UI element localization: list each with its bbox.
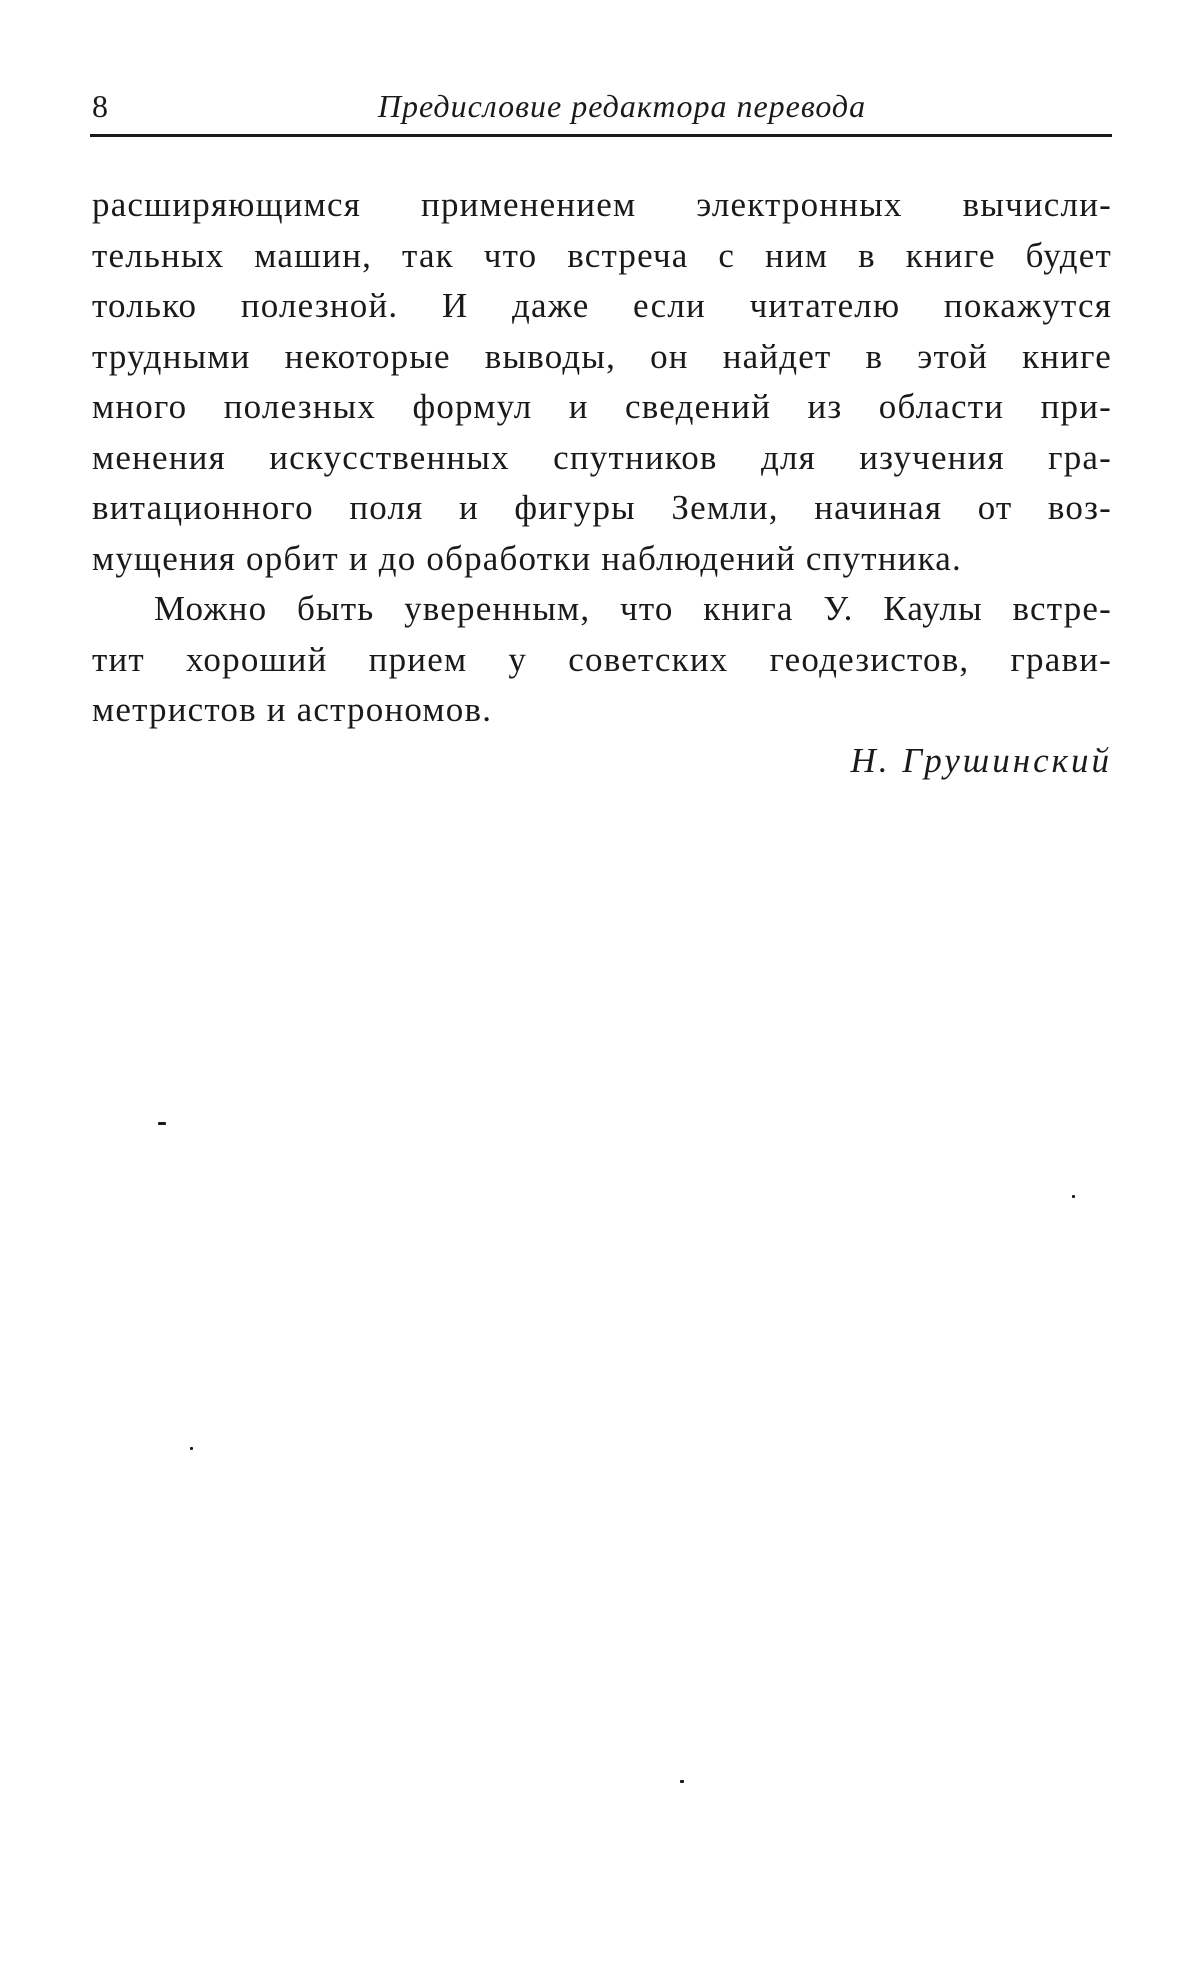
running-title: Предисловие редактора перевода: [377, 88, 867, 124]
page-number: 8: [92, 88, 108, 124]
text-line: Можно быть уверенным, что книга У. Каулы встре-: [154, 589, 1112, 628]
scan-speck: [1072, 1195, 1075, 1198]
scan-speck: [158, 1122, 166, 1125]
text-line: менения искусственных спутников для изучения гра-: [92, 437, 1112, 477]
text-line: расширяющимся применением электронных вычисли-: [92, 185, 1112, 224]
text-line: витационного поля и фигуры Земли, начиная от воз-: [92, 488, 1112, 527]
scan-speck: [680, 1780, 684, 1783]
text-line: тит хороший прием у советских геодезистов, грави-: [92, 639, 1112, 679]
text-line: трудными некоторые выводы, он найдет в этой книге: [92, 336, 1112, 376]
paragraph-2: [92, 584, 1112, 736]
running-head: [92, 82, 1112, 132]
text-line: метристов и астрономов.: [92, 690, 493, 729]
paragraph-1: [92, 180, 1112, 584]
text-line: только полезной. И даже если читателю покажутся: [92, 286, 1112, 325]
text-line: тельных машин, так что встреча с ним в книге будет: [92, 235, 1112, 275]
body-text: [92, 180, 1112, 786]
text-line: мущения орбит и до обработки наблюдений спутника.: [92, 538, 962, 578]
signature: Н. Грушинский: [850, 740, 1112, 780]
text-line: много полезных формул и сведений из области при-: [92, 387, 1112, 426]
header-rule: [90, 134, 1112, 137]
scan-speck: [190, 1447, 193, 1450]
